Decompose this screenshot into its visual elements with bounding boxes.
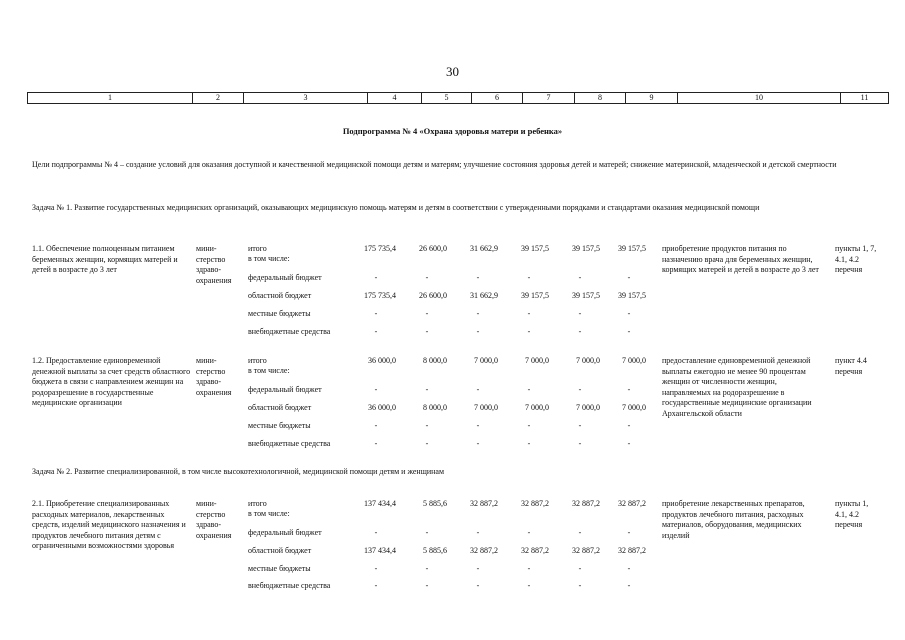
local-value: - [476,421,480,430]
column-number: 3 [244,93,368,104]
task-2-heading: Задача № 2. Развитие специализированной, в том числе высокотехнологичной, медицинской помощи детям и женщинам [32,467,445,476]
total-value: 39 157,5 [618,244,646,253]
funding-local-label: местные бюджеты [248,421,311,430]
total-value: 39 157,5 [521,244,549,253]
column-number: 10 [678,93,841,104]
local-value: - [425,421,429,430]
local-value: - [578,309,582,318]
page-number: 30 [446,64,459,79]
funding-total-label: итого [248,356,267,365]
activity-name: 1.1. Обеспечение полноценным питанием беременных женщин, кормящих матерей и детей в возрасте до 3 лет [32,244,178,274]
regional-value: 7 000,0 [622,403,646,412]
total-value: 36 000,0 [368,356,396,365]
extra-value: - [578,581,582,590]
column-number: 9 [626,93,678,104]
regional-value: 7 000,0 [525,403,549,412]
local-value: - [374,309,378,318]
activity-result: приобретение лекарственных препаратов, продуктов лечебного питания, расходных материалов, оборудования, медицинских изделий [662,499,805,540]
total-value: 32 887,2 [572,499,600,508]
federal-value: - [578,273,582,282]
local-value: - [527,564,531,573]
activity-name: 2.1. Приобретение специализированных расходных материалов, лекарственных средств, изделий медицинского назначения и продуктов лечебного питания детям с ограниченными возможностями здоровья [32,499,186,550]
local-value: - [627,421,631,430]
local-value: - [476,309,480,318]
total-value: 137 434,4 [364,499,396,508]
activity-name: 1.2. Предоставление единовременной денежной выплаты за счет средств областного бюджета в связи с направлением женщин на родоразрешение в государственные медицинские организации [32,356,191,407]
local-value: - [578,421,582,430]
federal-value: - [374,528,378,537]
funding-total-label: итого [248,499,267,508]
column-number: 4 [368,93,422,104]
federal-value: - [425,528,429,537]
column-number: 6 [472,93,523,104]
extra-value: - [374,581,378,590]
local-value: - [627,309,631,318]
subprogram-goals: Цели подпрограммы № 4 – создание условий для оказания доступной и качественной медицинской помощи детям и матерям; улучшение состояния здоровья детей и матерей; снижение материнской, младенческой и детской смертности [32,160,837,169]
local-value: - [374,564,378,573]
funding-regional-label: областной бюджет [248,403,312,412]
regional-value: 31 662,9 [470,291,498,300]
funding-federal-label: федеральный бюджет [248,273,322,282]
total-value: 39 157,5 [572,244,600,253]
total-value: 32 887,2 [618,499,646,508]
extra-value: - [374,439,378,448]
total-value: 7 000,0 [474,356,498,365]
extra-value: - [527,327,531,336]
federal-value: - [425,273,429,282]
extra-value: - [627,327,631,336]
column-number: 11 [841,93,889,104]
funding-regional-label: областной бюджет [248,546,312,555]
activity-reference: пункты 1, 7, 4.1, 4.2 перечня [835,244,877,274]
extra-value: - [425,439,429,448]
local-value: - [476,564,480,573]
regional-value: 8 000,0 [423,403,447,412]
activity-reference: пункт 4.4 перечня [835,356,867,376]
local-value: - [425,564,429,573]
extra-value: - [627,581,631,590]
total-value: 7 000,0 [576,356,600,365]
total-value: 26 600,0 [419,244,447,253]
local-value: - [374,421,378,430]
federal-value: - [374,385,378,394]
local-value: - [425,309,429,318]
column-number: 5 [422,93,472,104]
total-value: 7 000,0 [525,356,549,365]
total-value: 31 662,9 [470,244,498,253]
activity-executor: мини-стерство здраво-охранения [196,499,232,540]
extra-value: - [425,327,429,336]
federal-value: - [476,385,480,394]
total-value: 8 000,0 [423,356,447,365]
extra-value: - [374,327,378,336]
regional-value: 39 157,5 [618,291,646,300]
extra-value: - [425,581,429,590]
regional-value: 5 885,6 [423,546,447,555]
column-number: 7 [523,93,575,104]
regional-value: 39 157,5 [521,291,549,300]
local-value: - [527,421,531,430]
funding-federal-label: федеральный бюджет [248,528,322,537]
column-number: 2 [193,93,244,104]
subprogram-title: Подпрограмма № 4 «Охрана здоровья матери и ребенка» [342,126,563,136]
regional-value: 7 000,0 [576,403,600,412]
funding-local-label: местные бюджеты [248,564,311,573]
activity-executor: мини-стерство здраво-охранения [196,356,232,397]
local-value: - [578,564,582,573]
regional-value: 36 000,0 [368,403,396,412]
federal-value: - [476,273,480,282]
activity-result: предоставление единовременной денежной выплаты ежегодно не менее 90 процентам женщин от численности женщин, направляемых на родоразрешение в государственные медицинские организации Архангельской области [662,356,812,418]
activity-result: приобретение продуктов питания по назначению врача для беременных женщин, кормящих матерей и детей в возрасте до 3 лет [662,244,819,274]
federal-value: - [578,528,582,537]
extra-value: - [476,439,480,448]
extra-value: - [527,439,531,448]
federal-value: - [627,528,631,537]
activity-reference: пункты 1, 4.1, 4.2 перечня [835,499,869,529]
total-value: 32 887,2 [521,499,549,508]
total-value: 32 887,2 [470,499,498,508]
extra-value: - [476,581,480,590]
regional-value: 32 887,2 [521,546,549,555]
federal-value: - [374,273,378,282]
extra-value: - [627,439,631,448]
total-value: 175 735,4 [364,244,396,253]
extra-value: - [578,327,582,336]
total-value: 5 885,6 [423,499,447,508]
extra-value: - [476,327,480,336]
funding-incl-label: в том числе: [248,254,290,263]
task-1-heading: Задача № 1. Развитие государственных медицинских организаций, оказывающих медицинскую помощь матерям и детям в соответствии с утвержденными порядками и стандартами оказания медицинской помощи [32,203,760,212]
local-value: - [627,564,631,573]
federal-value: - [627,385,631,394]
funding-local-label: местные бюджеты [248,309,311,318]
extra-value: - [578,439,582,448]
regional-value: 7 000,0 [474,403,498,412]
regional-value: 32 887,2 [470,546,498,555]
funding-incl-label: в том числе: [248,509,290,518]
funding-regional-label: областной бюджет [248,291,312,300]
regional-value: 175 735,4 [364,291,396,300]
funding-extra-label: внебюджетные средства [248,439,331,448]
extra-value: - [527,581,531,590]
funding-federal-label: федеральный бюджет [248,385,322,394]
regional-value: 39 157,5 [572,291,600,300]
local-value: - [527,309,531,318]
total-value: 7 000,0 [622,356,646,365]
funding-extra-label: внебюджетные средства [248,581,331,590]
activity-executor: мини-стерство здраво-охранения [196,244,232,285]
funding-incl-label: в том числе: [248,366,290,375]
funding-total-label: итого [248,244,267,253]
federal-value: - [527,385,531,394]
federal-value: - [527,273,531,282]
column-number: 1 [28,93,193,104]
federal-value: - [578,385,582,394]
regional-value: 32 887,2 [572,546,600,555]
regional-value: 32 887,2 [618,546,646,555]
federal-value: - [527,528,531,537]
federal-value: - [425,385,429,394]
funding-extra-label: внебюджетные средства [248,327,331,336]
regional-value: 26 600,0 [419,291,447,300]
regional-value: 137 434,4 [364,546,396,555]
federal-value: - [476,528,480,537]
federal-value: - [627,273,631,282]
column-number: 8 [575,93,626,104]
column-numbers-row [27,92,889,104]
